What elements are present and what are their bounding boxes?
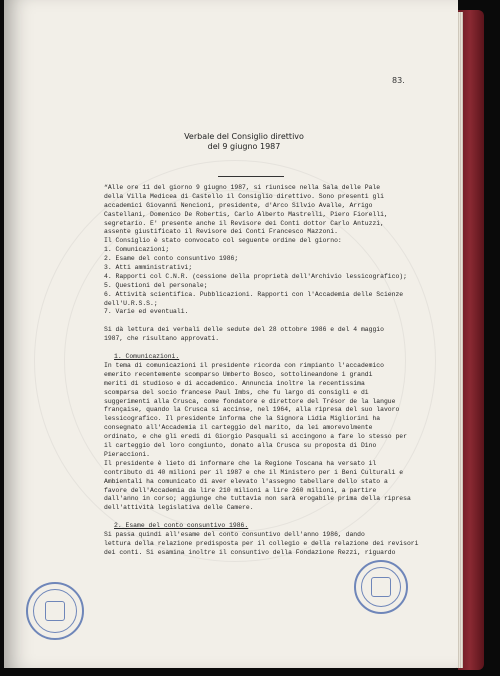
text-line: Si dà lettura dei verbali delle sedute del 28 ottobre 1986 e del 4 maggio: [104, 326, 384, 334]
title-line: del 9 giugno 1987: [207, 142, 281, 151]
text-line: il carteggio del loro congiunto, donato alla Crusca su proposta di Dino: [104, 442, 377, 450]
paragraph-block: [104, 353, 411, 513]
text-line: emerito recentemente scomparso Umberto Bosco, sottolineandone i grandi: [104, 370, 373, 378]
title-rule: [218, 176, 284, 177]
section-heading: 1. Comunicazioni.: [114, 353, 180, 361]
paragraph-block: [104, 522, 419, 558]
text-line: 5. Questioni del personale;: [104, 281, 208, 289]
text-line: della Villa Medicea di Castello il Consiglio direttivo. Sono presenti gli: [104, 192, 384, 200]
text-line: segretario. E' presente anche il Revisore dei Conti dottor Carlo Antuzzi,: [104, 219, 384, 227]
text-line: française, quando la Crusca si accinse, nel 1964, alla ripresa del suo lavoro: [104, 406, 400, 414]
text-line: suggerimenti alla Crusca, come fondatore e direttore del Trésor de la langue: [104, 397, 396, 405]
stamp-emblem-icon: [45, 601, 65, 621]
text-line: 6. Attività scientifica. Pubblicazioni. Rapporti con l'Accademia delle Scienze: [104, 290, 404, 298]
paragraph-block: [104, 326, 400, 344]
text-line: “Alle ore 11 del giorno 9 giugno 1987, si riunisce nella Sala delle Pale: [104, 184, 381, 191]
document-title: [164, 132, 324, 152]
text-line: 7. Varie ed eventuali.: [104, 308, 189, 316]
text-line: dall'anno in corso; aggiunge che tuttavia non sarà erogabile prima della ripresa: [104, 495, 411, 503]
text-line: accademici Giovanni Nencioni, presidente, d'Arco Silvio Avalle, Arrigo: [104, 201, 373, 209]
text-line: 4. Rapporti col C.N.R. (cessione della proprietà dell'Archivio lessicografico);: [104, 272, 407, 280]
text-line: Castellani, Domenico De Robertis, Carlo Alberto Mastrelli, Piero Fiorelli,: [104, 210, 388, 218]
text-line: Pieraccioni.: [104, 450, 151, 458]
text-line: dell'U.R.S.S.;: [104, 299, 158, 307]
text-line: ordinato, e che gli eredi di Giorgio Pasquali si accingono a fare lo stesso per: [104, 433, 407, 441]
text-line: 2. Esame del conto consuntivo 1986;: [104, 255, 239, 263]
document-page: [4, 0, 458, 668]
page-number: 83.: [392, 76, 405, 85]
library-stamp: [26, 582, 84, 640]
text-line: lettura della relazione predisposta per il collegio e della relazione dei revisori: [104, 539, 419, 547]
body-text: [104, 184, 419, 558]
text-line: Il Consiglio è stato convocato col seguente ordine del giorno:: [104, 237, 342, 245]
text-line: contributo di 40 milioni per il 1987 e che il Ministero per i Beni Culturali e: [104, 468, 404, 476]
stamp-emblem-icon: [371, 577, 391, 597]
text-line: 1. Comunicazioni;: [104, 246, 170, 254]
text-line: 3. Atti amministrativi;: [104, 264, 193, 272]
text-line: meriti di studioso e di accademico. Annuncia inoltre la recentissima: [104, 379, 365, 387]
text-line: 1987, che risultano approvati.: [104, 335, 220, 343]
text-line: scomparsa del socio francese Paul Imbs, che fu largo di consigli e di: [104, 388, 369, 396]
library-stamp: [354, 560, 408, 614]
text-line: dell'attività legislativa delle Camere.: [104, 504, 254, 512]
text-line: Si passa quindi all'esame del conto consuntivo dell'anno 1986, dando: [104, 531, 365, 539]
section-heading: 2. Esame del conto consuntivo 1986.: [114, 522, 249, 530]
text-line: Il presidente è lieto di informare che la Regione Toscana ha versato il: [104, 459, 377, 467]
text-line: dei conti. Si esamina inoltre il consuntivo della Fondazione Rezzi, riguardo: [104, 548, 396, 556]
text-line: In tema di comunicazioni il presidente ricorda con rimpianto l'accademico: [104, 362, 384, 370]
text-line: consegnato all'Accademia il carteggio del marito, da lei amorevolmente: [104, 424, 373, 432]
text-line: lessicografico. Il presidente informa che la Signora Lidia Migliorini ha: [104, 415, 381, 423]
text-line: favore dell'Accademia da lire 210 milioni a lire 260 milioni, a partire: [104, 486, 377, 494]
text-line: assente giustificato il Revisore dei Conti Francesco Mazzoni.: [104, 228, 338, 236]
title-line: Verbale del Consiglio direttivo: [184, 132, 304, 141]
paragraph-block: [104, 184, 407, 317]
text-line: Ambientali ha comunicato di aver elevato l'assegno tabellare dello stato a: [104, 477, 388, 485]
